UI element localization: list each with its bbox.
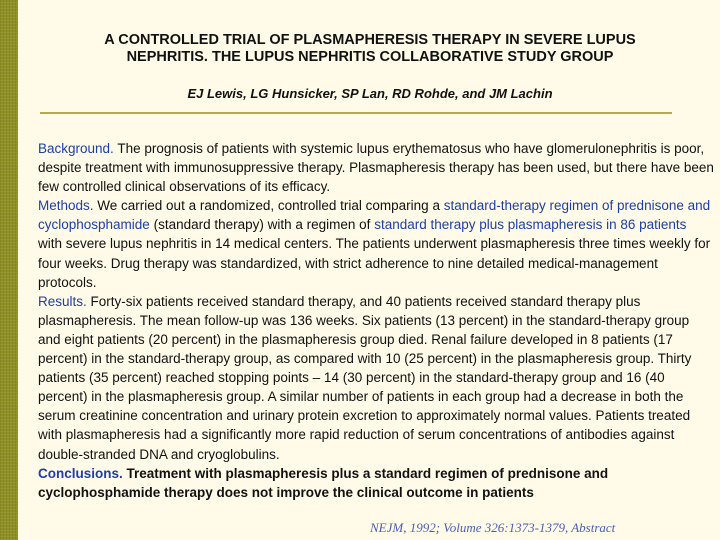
methods-highlight-1: standard-therapy regimen of prednisone and cyclophosphamide xyxy=(38,198,711,233)
divider xyxy=(40,112,672,114)
background-text: The prognosis of patients with systemic lupus erythematosus who have glomerulonephritis is poor, despite treatment with immunosuppressive therapy. Plasmapheresis therapy has been used, but there have been few controlled clinical observations of its efficacy. xyxy=(38,141,714,195)
abstract-body xyxy=(38,139,714,502)
methods-text-2: (standard therapy) with a regimen of xyxy=(149,217,375,233)
decorative-sidebar xyxy=(0,0,18,540)
authors: EJ Lewis, LG Hunsicker, SP Lan, RD Rohde, and JM Lachin xyxy=(187,86,553,101)
methods-heading: Methods. xyxy=(38,198,94,214)
methods-text-3: with severe lupus nephritis in 14 medical centers. The patients underwent plasmapheresis three times weekly for four weeks. Drug therapy was standardized, with strict adherence to nine detailed medical-management protocols. xyxy=(38,236,711,290)
results-heading: Results. xyxy=(38,293,87,309)
conclusions-heading: Conclusions. xyxy=(38,465,123,481)
title-line-1: A CONTROLLED TRIAL OF PLASMAPHERESIS THERAPY IN SEVERE LUPUS xyxy=(104,32,636,48)
title-line-2: NEPHRITIS. THE LUPUS NEPHRITIS COLLABORATIVE STUDY GROUP xyxy=(126,49,614,65)
results-text: Forty-six patients received standard therapy, and 40 patients received standard therapy plus plasmapheresis. The mean follow-up was 136 weeks. Six patients (13 percent) in the standard-therapy group and eight patients (20 percent) in the plasmapheresis group died. Renal failure developed in 8 patients (17 percent) in the standard-therapy group, as compared with 10 (25 percent) in the plasmapheresis group. Thirty patients (35 percent) reached stopping points – 14 (30 percent) in the standard-therapy group and 16 (40 percent) in the plasmapheresis group. A similar number of patients in each group had a decrease in both the serum creatinine concentration and urinary protein excretion to approximately normal values. Patients treated with plasmapheresis had a significantly more rapid reduction of serum concentrations of antibodies against double-stranded DNA and cryoglobulins. xyxy=(38,293,692,462)
methods-highlight-2: standard therapy plus plasmapheresis in 86 patients xyxy=(374,217,687,233)
conclusions-text: Treatment with plasmapheresis plus a standard regimen of prednisone and cyclophosphamide therapy does not improve the clinical outcome in patients xyxy=(38,465,609,500)
methods-text-1: We carried out a randomized, controlled trial comparing a xyxy=(93,198,444,214)
background-paragraph xyxy=(38,139,714,196)
conclusions-paragraph xyxy=(38,464,714,502)
background-heading: Background. xyxy=(38,141,114,156)
article-title xyxy=(30,32,710,66)
results-paragraph xyxy=(38,292,714,464)
citation: NEJM, 1992; Volume 326:1373-1379, Abstract xyxy=(370,520,616,535)
methods-paragraph xyxy=(38,196,714,291)
